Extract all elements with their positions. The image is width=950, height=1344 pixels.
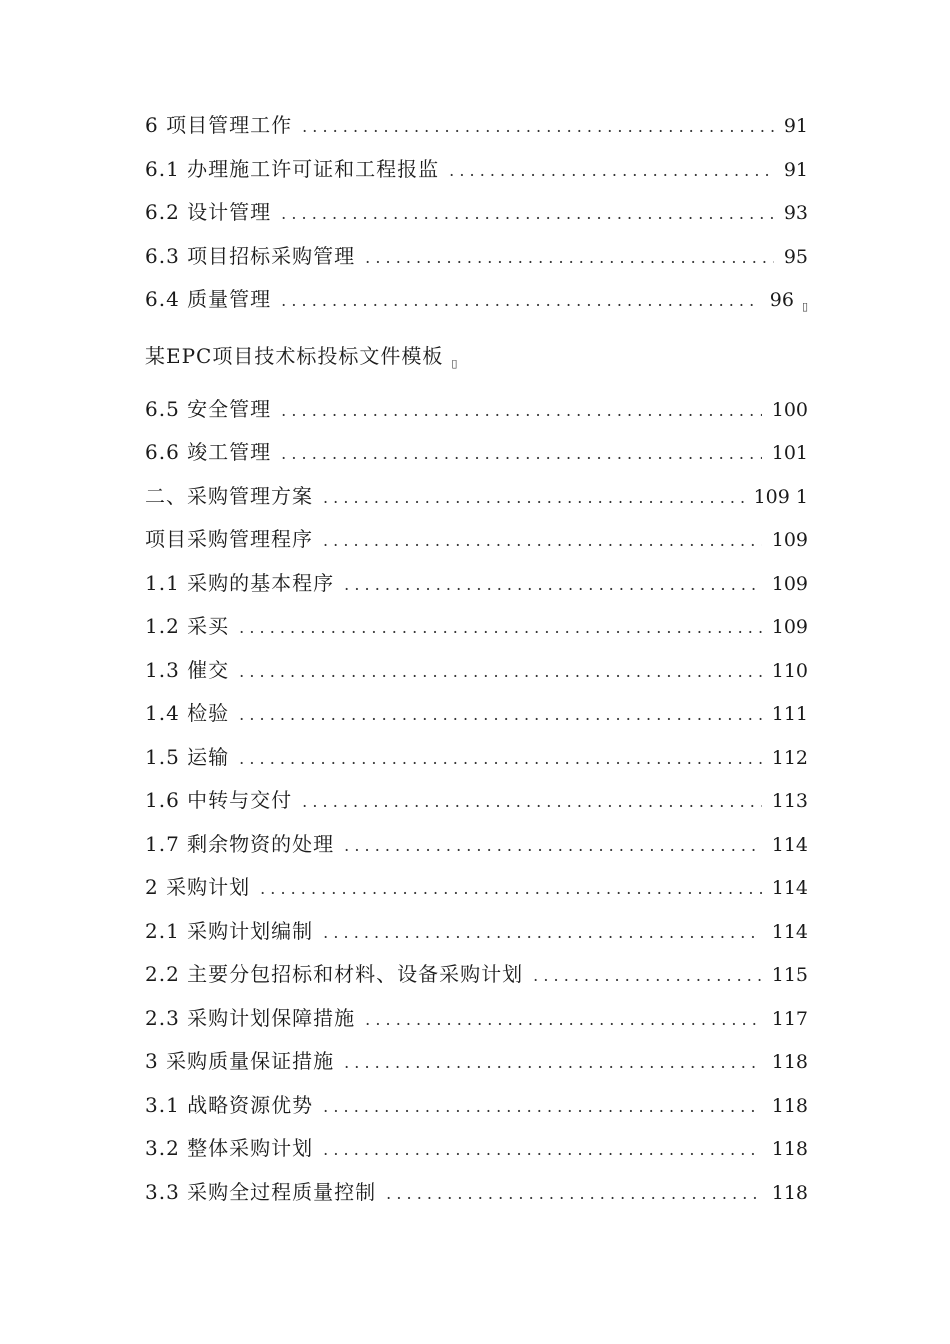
- toc-entry-page: 114: [771, 920, 808, 943]
- toc-entry[interactable]: [145, 1127, 808, 1171]
- table-of-contents: [145, 104, 808, 1214]
- toc-entry-title: 1.5 运输: [145, 744, 230, 769]
- toc-entry[interactable]: [145, 518, 808, 562]
- dot-leader: [365, 236, 774, 280]
- dot-leader: [323, 911, 762, 955]
- toc-entry-title: 3.3 采购全过程质量控制: [145, 1179, 377, 1204]
- toc-entry-page: 118: [771, 1094, 808, 1117]
- dot-leader: [365, 998, 762, 1042]
- toc-entry-title: 二、采购管理方案: [145, 483, 313, 508]
- dot-leader: [344, 1041, 762, 1085]
- toc-entry-title: 2.3 采购计划保障措施: [145, 1005, 356, 1030]
- toc-entry[interactable]: [145, 235, 808, 279]
- dot-leader: [239, 737, 762, 781]
- toc-entry-title: 1.3 催交: [145, 657, 230, 682]
- toc-entry[interactable]: [145, 1171, 808, 1215]
- toc-entry-page: 112: [771, 746, 808, 769]
- dot-leader: [239, 606, 762, 650]
- toc-entry-page: 109 1: [753, 485, 808, 508]
- toc-entry-page: 111: [771, 703, 808, 725]
- toc-entry[interactable]: [145, 191, 808, 235]
- toc-entry-title: 1.6 中转与交付: [145, 788, 293, 812]
- toc-entry-page: 109: [771, 616, 808, 638]
- toc-entry-page: 101: [771, 442, 808, 464]
- toc-entry[interactable]: [145, 562, 808, 606]
- toc-entry-page: 114: [771, 877, 808, 899]
- toc-entry-title: 2.2 主要分包招标和材料、设备采购计划: [145, 962, 524, 986]
- dot-leader: [449, 149, 774, 193]
- dot-leader: [323, 519, 762, 563]
- toc-entry-page: 118: [771, 1181, 808, 1204]
- toc-entry[interactable]: [145, 475, 808, 519]
- toc-entry-title: 2 采购计划: [145, 875, 251, 899]
- toc-entry[interactable]: [145, 1040, 808, 1084]
- toc-entry[interactable]: [145, 431, 808, 475]
- dot-leader: [281, 279, 760, 323]
- toc-entry[interactable]: [145, 866, 808, 910]
- toc-entry-page: 109: [771, 572, 808, 595]
- dot-leader: [344, 824, 762, 868]
- toc-entry[interactable]: [145, 953, 808, 997]
- toc-entry[interactable]: [145, 388, 808, 432]
- toc-entry[interactable]: [145, 823, 808, 867]
- toc-entry-page: 110: [771, 659, 808, 682]
- toc-entry-page: 95: [783, 245, 808, 268]
- toc-entry-page: 118: [771, 1051, 808, 1073]
- dot-leader: [386, 1172, 762, 1216]
- toc-entry[interactable]: [145, 104, 808, 148]
- toc-entry-page: 118: [771, 1138, 808, 1160]
- toc-entry[interactable]: [145, 997, 808, 1041]
- dot-leader: [281, 389, 762, 433]
- toc-entry-title: 3.1 战略资源优势: [145, 1092, 314, 1117]
- toc-entry-page: 93: [783, 202, 808, 224]
- dot-leader: [239, 693, 762, 737]
- toc-entry-title: 3.2 整体采购计划: [145, 1136, 314, 1160]
- toc-entry[interactable]: [145, 605, 808, 649]
- dot-leader: [239, 650, 762, 694]
- toc-entry-title: 6 项目管理工作: [145, 113, 293, 137]
- toc-entry[interactable]: [145, 1084, 808, 1128]
- toc-entry-title: 6.5 安全管理: [145, 396, 272, 421]
- toc-entry-title: 1.2 采买: [145, 614, 230, 638]
- toc-entry[interactable]: [145, 278, 808, 322]
- placeholder-glyph-icon: ▯: [801, 300, 808, 313]
- toc-entry[interactable]: [145, 649, 808, 693]
- document-running-header: [145, 324, 808, 384]
- toc-entry[interactable]: [145, 736, 808, 780]
- dot-leader: [302, 105, 774, 149]
- toc-entry[interactable]: [145, 779, 808, 823]
- toc-entry-page: 115: [771, 964, 808, 986]
- placeholder-glyph-icon: ▯: [451, 356, 459, 370]
- dot-leader: [533, 954, 762, 998]
- document-title: 某EPC项目技术标投标文件模板: [145, 343, 444, 368]
- toc-entry-title: 6.2 设计管理: [145, 200, 272, 224]
- toc-entry-title: 6.3 项目招标采购管理: [145, 243, 356, 268]
- toc-entry-title: 3 采购质量保证措施: [145, 1049, 335, 1073]
- toc-entry-page: 113: [771, 790, 808, 812]
- toc-entry-page: 91: [783, 115, 808, 137]
- toc-entry[interactable]: [145, 910, 808, 954]
- dot-leader: [323, 476, 744, 520]
- toc-entry-title: 6.6 竣工管理: [145, 440, 272, 464]
- dot-leader: [281, 192, 774, 236]
- toc-entry-page: [770, 279, 808, 329]
- toc-entry-page: 109: [771, 529, 808, 551]
- toc-entry-title: 6.1 办理施工许可证和工程报监: [145, 156, 440, 181]
- toc-entry-page: 100: [771, 398, 808, 421]
- dot-leader: [260, 867, 762, 911]
- toc-entry-title: 项目采购管理程序: [145, 527, 313, 551]
- dot-leader: [302, 780, 762, 824]
- dot-leader: [323, 1085, 762, 1129]
- toc-entry-title: 2.1 采购计划编制: [145, 918, 314, 943]
- dot-leader: [323, 1128, 762, 1172]
- dot-leader: [344, 563, 762, 607]
- toc-entry-page-value: 96: [769, 289, 794, 311]
- toc-entry-page: 114: [771, 833, 808, 856]
- toc-entry-title: 1.1 采购的基本程序: [145, 570, 335, 595]
- toc-entry[interactable]: [145, 148, 808, 192]
- toc-entry-page: 91: [783, 158, 808, 181]
- toc-entry-title: 1.4 检验: [145, 701, 230, 725]
- dot-leader: [281, 432, 762, 476]
- toc-entry[interactable]: [145, 692, 808, 736]
- toc-entry-page: 117: [771, 1007, 808, 1030]
- toc-entry-title: 1.7 剩余物资的处理: [145, 831, 335, 856]
- toc-entry-title: 6.4 质量管理: [145, 287, 272, 311]
